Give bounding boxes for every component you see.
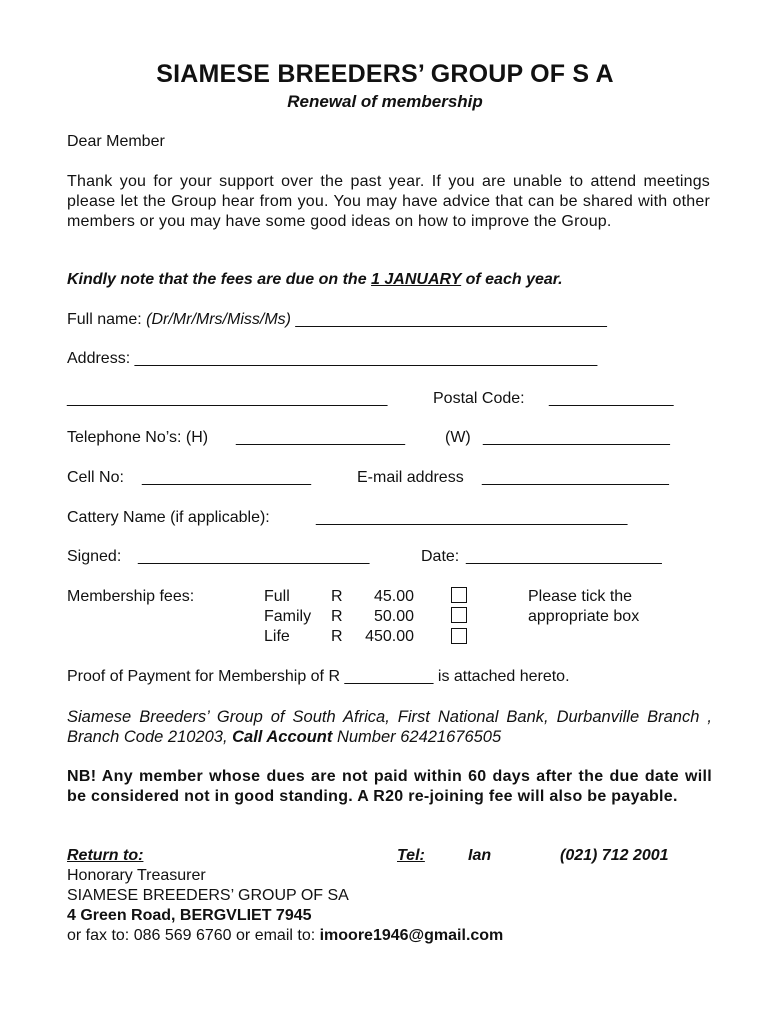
contact-phone: (021) 712 2001 xyxy=(560,847,669,864)
email-label: E-mail address xyxy=(357,469,464,486)
fees-note-after: of each year. xyxy=(461,271,563,288)
membership-option-currency: R xyxy=(331,588,343,605)
proof-label-after: is attached hereto. xyxy=(433,668,570,685)
postal-code-label: Postal Code: xyxy=(433,390,525,407)
fees-note-before: Kindly note that the fees are due on the xyxy=(67,271,372,288)
intro-paragraph: Thank you for your support over the past year. If you are unable to attend meetings please let the Group hear from you. You may have advice that can be shared with other members or you may have some good ideas on how to improve the Group. xyxy=(67,173,710,230)
postal-code-field[interactable]: ______________ xyxy=(549,390,674,407)
nb-notice: NB! Any member whose dues are not paid within 60 days after the due date will be considered not in good standing. A R20 re-joining fee will also be payable. xyxy=(67,768,712,805)
address-label: Address: xyxy=(67,350,135,367)
life-membership-checkbox[interactable] xyxy=(451,628,467,644)
membership-option-amount: 450.00 xyxy=(365,628,414,645)
full-name-titles: (Dr/Mr/Mrs/Miss/Ms) xyxy=(146,311,291,328)
membership-option-name: Full xyxy=(264,588,290,605)
cattery-field[interactable]: ___________________________________ xyxy=(316,509,628,526)
address-line2-field[interactable]: ____________________________________ xyxy=(67,390,388,407)
tel-label: Tel: xyxy=(397,847,425,864)
return-contact-line xyxy=(67,927,503,945)
bank-account-label: Call Account xyxy=(232,728,333,746)
fax-email-text: or fax to: 086 569 6760 or email to: xyxy=(67,927,320,944)
page-title: SIAMESE BREEDERS’ GROUP OF S A xyxy=(156,60,614,88)
tick-note-line2: appropriate box xyxy=(528,608,640,625)
membership-option-amount: 45.00 xyxy=(373,588,414,605)
return-to-label: Return to: xyxy=(67,847,144,864)
full-membership-checkbox[interactable] xyxy=(451,587,467,603)
return-email[interactable]: imoore1946@gmail.com xyxy=(319,927,504,944)
salutation: Dear Member xyxy=(67,133,165,150)
bank-text: Siamese Breeders’ Group of South Africa, First National Bank, Durbanville Branch , Branch Code 210203, xyxy=(67,708,712,746)
contact-name: Ian xyxy=(468,847,492,864)
address-row xyxy=(67,350,597,368)
fees-due-note xyxy=(67,271,563,289)
return-role: Honorary Treasurer xyxy=(67,867,206,884)
membership-option-amount: 50.00 xyxy=(373,608,414,625)
signed-label: Signed: xyxy=(67,548,122,565)
telephone-label: Telephone No’s: (H) xyxy=(67,429,209,446)
membership-fees-label: Membership fees: xyxy=(67,588,195,605)
return-org: SIAMESE BREEDERS’ GROUP OF SA xyxy=(67,887,349,904)
signature-field[interactable]: __________________________ xyxy=(138,548,370,565)
page-subtitle: Renewal of membership xyxy=(287,92,483,111)
return-address: 4 Green Road, BERGVLIET 7945 xyxy=(67,907,312,924)
proof-amount-field[interactable]: __________ xyxy=(344,668,434,685)
telephone-work-label: (W) xyxy=(445,429,471,446)
telephone-home-field[interactable]: ___________________ xyxy=(236,429,406,446)
date-label: Date: xyxy=(421,548,460,565)
proof-label: Proof of Payment for Membership of R xyxy=(67,668,345,685)
email-field[interactable]: _____________________ xyxy=(482,469,669,486)
full-name-row xyxy=(67,311,607,329)
fees-due-date: 1 JANUARY xyxy=(371,271,462,288)
membership-option-name: Life xyxy=(264,628,290,645)
telephone-work-field[interactable]: _____________________ xyxy=(483,429,670,446)
date-field[interactable]: ______________________ xyxy=(466,548,662,565)
address-field[interactable]: ____________________________________________________ xyxy=(134,350,598,367)
membership-option-name: Family xyxy=(264,608,312,625)
cell-label: Cell No: xyxy=(67,469,124,486)
bank-account-number: Number 62421676505 xyxy=(332,728,502,746)
bank-details xyxy=(67,707,712,747)
tick-note-line1: Please tick the xyxy=(528,588,633,605)
cell-field[interactable]: ___________________ xyxy=(142,469,312,486)
cattery-label: Cattery Name (if applicable): xyxy=(67,509,270,526)
full-name-label: Full name: xyxy=(67,311,147,328)
family-membership-checkbox[interactable] xyxy=(451,607,467,623)
membership-option-currency: R xyxy=(331,628,343,645)
membership-option-currency: R xyxy=(331,608,343,625)
proof-of-payment-row xyxy=(67,668,570,686)
full-name-field[interactable]: ___________________________________ xyxy=(290,311,607,328)
